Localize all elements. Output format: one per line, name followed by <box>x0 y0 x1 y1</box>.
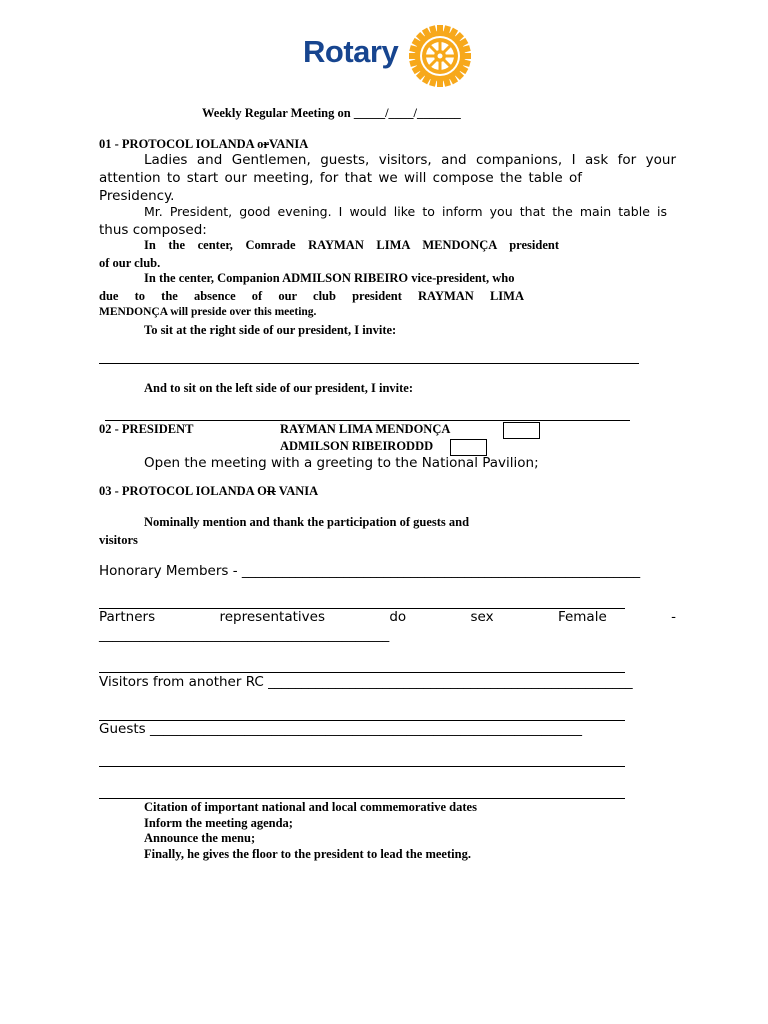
closing-item: Inform the meeting agenda; <box>144 816 293 830</box>
visitors-field[interactable]: Visitors from another RC ______________________________________________________ <box>99 674 633 690</box>
center-president-line-2: of our club. <box>99 256 161 270</box>
president-checkbox[interactable] <box>503 422 540 439</box>
closing-item: Finally, he gives the floor to the president to lead the meeting. <box>144 847 471 861</box>
vice-president-line-3: MENDONÇA will preside over this meeting. <box>99 306 317 318</box>
left-side-invite: And to sit on the left side of our president, I invite: <box>144 381 413 395</box>
closing-item: Citation of important national and local commemorative dates <box>144 800 477 814</box>
meeting-title: Weekly Regular Meeting on _____/____/_______ <box>202 106 461 120</box>
pavilion-greeting: Open the meeting with a greeting to the National Pavilion; <box>144 455 539 471</box>
left-side-blank-line[interactable] <box>105 420 630 421</box>
mention-line-2: visitors <box>99 533 138 547</box>
rotary-wheel-icon <box>408 25 472 87</box>
opening-line-1: Ladies and Gentlemen, guests, visitors, and companions, I ask for your <box>144 152 676 168</box>
vice-president-line-2: due to the absence of our club president RAYMAN LIMA <box>99 289 524 303</box>
vice-president-checkbox[interactable] <box>450 439 487 456</box>
president-name: RAYMAN LIMA MENDONÇA <box>280 422 451 436</box>
vice-president-line-1: In the center, Companion ADMILSON RIBEIRO vice-president, who <box>144 271 515 285</box>
blank-line[interactable] <box>99 672 625 673</box>
greeting-line-1: Mr. President, good evening. I would like to inform you that the main table is <box>144 204 667 219</box>
center-president-line-1: In the center, Comrade RAYMAN LIMA MENDONÇA president <box>144 238 559 252</box>
blank-line[interactable] <box>99 798 625 799</box>
vice-president-name: ADMILSON RIBEIRODDD <box>280 439 434 453</box>
right-side-invite: To sit at the right side of our president, I invite: <box>144 323 397 337</box>
mention-line-1: Nominally mention and thank the participation of guests and <box>144 515 470 529</box>
section-01-heading: 01 - PROTOCOL IOLANDA orVANIA <box>99 137 309 151</box>
blank-line[interactable] <box>99 766 625 767</box>
section-02-heading: 02 - PRESIDENT <box>99 422 194 436</box>
right-side-blank-line[interactable] <box>99 363 639 364</box>
rotary-logo-text: Rotary <box>303 34 399 69</box>
closing-item: Announce the menu; <box>144 831 256 845</box>
partners-line: Partners representatives do sex Female - <box>99 609 676 625</box>
greeting-line-2: thus composed: <box>99 222 207 238</box>
section-03-heading: 03 - PROTOCOL IOLANDA OR VANIA <box>99 484 319 498</box>
honorary-members-field[interactable]: Honorary Members - ___________________________________________________________ <box>99 563 641 579</box>
partners-field[interactable]: ___________________________________________ <box>99 627 390 643</box>
guests-field[interactable]: Guests ________________________________________________________________ <box>99 721 582 737</box>
opening-line-2: attention to start our meeting, for that we will compose the table of <box>99 170 582 186</box>
opening-line-3: Presidency. <box>99 188 175 204</box>
